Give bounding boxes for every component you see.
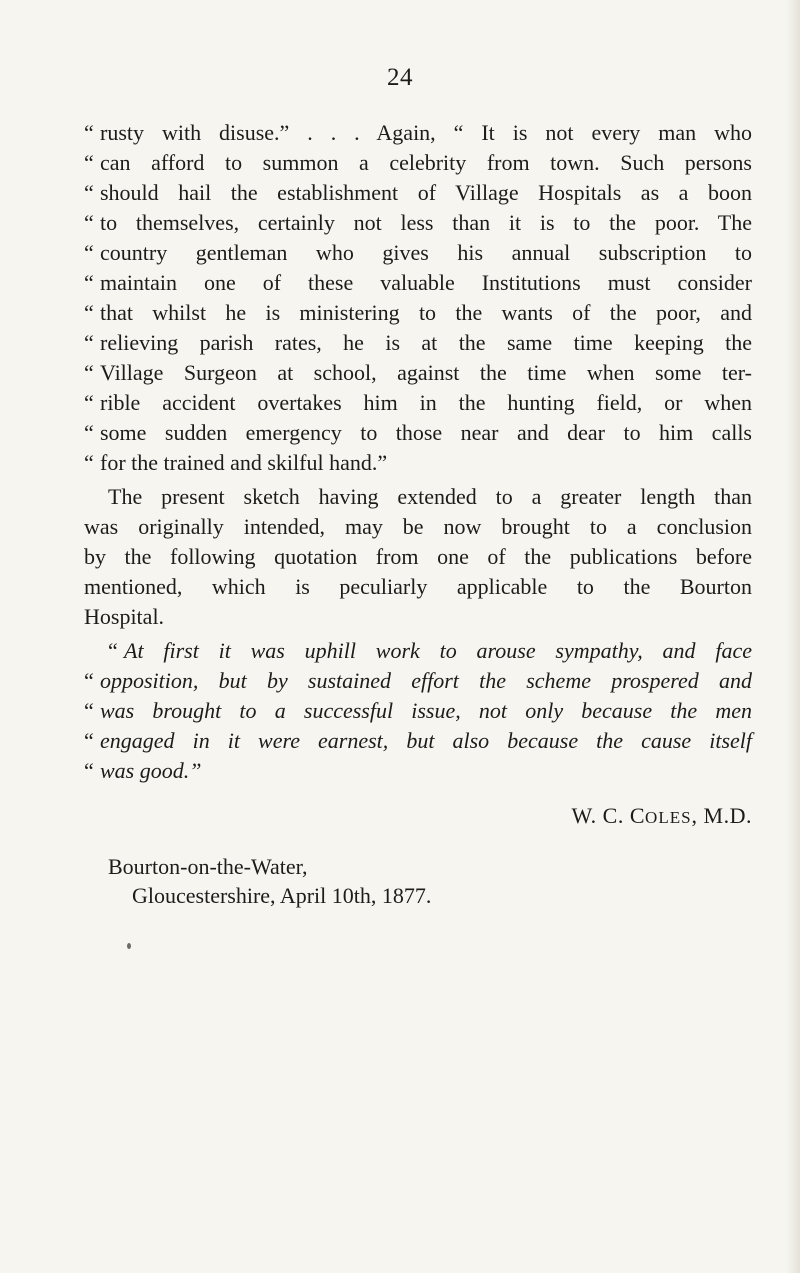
date-line: Gloucestershire, April 10th, 1877. [132,883,432,908]
quote-line-12: “ for the trained and skilful hand.” [84,450,388,475]
place-line: Bourton-on-the-Water, [108,854,308,879]
quote-line-5: “ country gentleman who gives his annual subscription to [84,240,752,265]
conclusion-line-4: mentioned, which is peculiarly applicable to the Bourton [84,574,752,599]
signature-suffix: , M.D. [691,803,752,828]
italic-quote-line-5: “ was good.” [84,758,202,783]
page-number: 24 [387,64,413,91]
signature-surname-initial: C [629,803,646,828]
quote-line-3: “ should hail the establishment of Village Hospitals as a boon [84,180,752,205]
quote-line-10: “ rible accident overtakes him in the hunting field, or when [84,390,752,415]
page-edge-shadow [786,0,800,1273]
italic-quote-line-2: “ opposition, but by sustained effort the scheme prospered and [84,668,752,693]
quote-line-2: “ can afford to summon a celebrity from town. Such persons [84,150,752,175]
conclusion-line-2: was originally intended, may be now brought to a conclusion [84,514,752,539]
italic-quote-line-1: “ At first it was uphill work to arouse sympathy, and face [108,638,752,663]
conclusion-line-1: The present sketch having extended to a greater length than [108,484,752,509]
italic-quote-line-3: “ was brought to a successful issue, not only because the men [84,698,752,723]
quote-line-8: “ relieving parish rates, he is at the same time keeping the [84,330,752,355]
ink-speck [127,943,131,949]
quote-line-7: “ that whilst he is ministering to the wants of the poor, and [84,300,752,325]
italic-quote-line-4: “ engaged in it were earnest, but also because the cause itself [84,728,752,753]
conclusion-line-3: by the following quotation from one of the publications before [84,544,752,569]
quote-line-1: “ rusty with disuse.” . . . Again, “ It is not every man who [84,120,752,145]
quote-line-11: “ some sudden emergency to those near and dear to him calls [84,420,752,445]
signature-surname-rest: OLES [645,808,692,827]
conclusion-line-5: Hospital. [84,604,165,629]
quote-line-4: “ to themselves, certainly not less than it is to the poor. The [84,210,752,235]
quote-line-6: “ maintain one of these valuable Institutions must consider [84,270,752,295]
signature [84,800,752,832]
quote-line-9: “ Village Surgeon at school, against the time when some ter- [84,360,752,385]
signature-initials: W. C. [571,803,624,828]
